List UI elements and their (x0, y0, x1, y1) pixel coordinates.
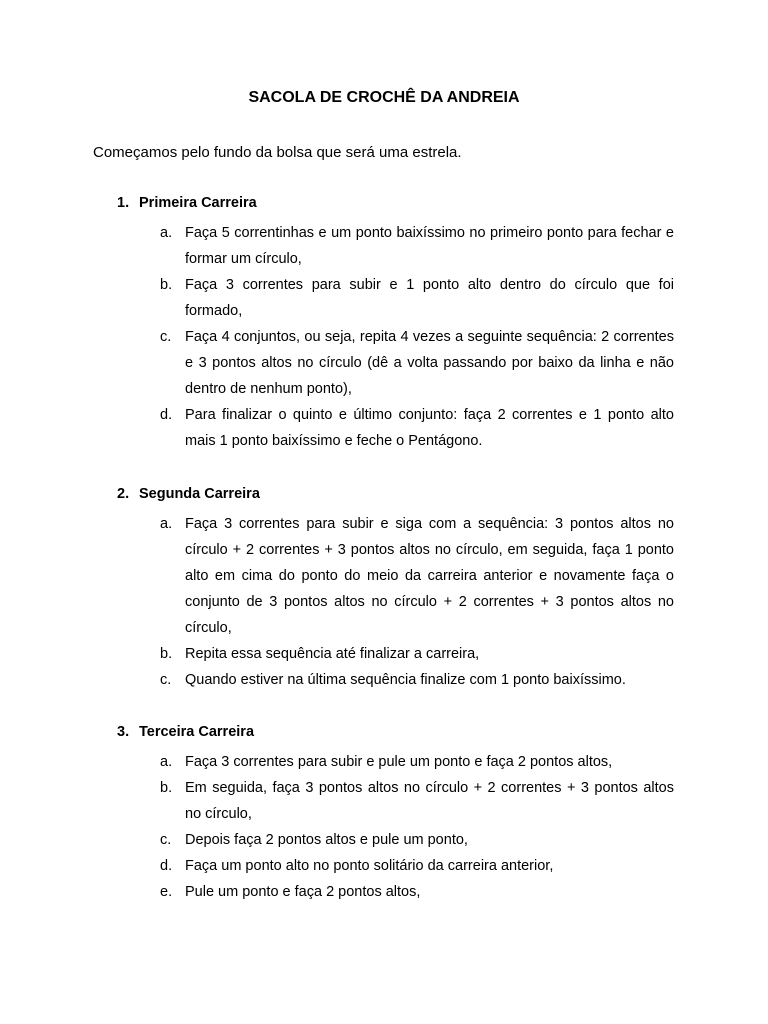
section-title: Terceira Carreira (139, 724, 255, 740)
item-text: Para finalizar o quinto e último conjunto: faça 2 correntes e 1 ponto alto mais 1 ponto baixíssimo e feche o Pentágono. (185, 407, 674, 449)
list-item (160, 667, 674, 693)
item-text: Pule um ponto e faça 2 pontos altos, (185, 884, 421, 900)
list-item (160, 641, 674, 667)
item-text: Depois faça 2 pontos altos e pule um ponto, (185, 832, 468, 848)
item-letter: d. (160, 858, 173, 874)
list-item (160, 272, 674, 324)
item-letter: b. (160, 646, 173, 662)
section-heading (117, 193, 257, 213)
section-heading (117, 722, 254, 742)
item-letter: a. (160, 516, 173, 532)
list-item (160, 749, 674, 775)
item-letter: e. (160, 884, 173, 900)
section-items (160, 511, 674, 693)
list-item (160, 220, 674, 272)
list-item (160, 402, 674, 454)
item-text: Faça 4 conjuntos, ou seja, repita 4 vezes a seguinte sequência: 2 correntes e 3 pontos altos no círculo (dê a volta passando por baixo da linha e não dentro de nenhum ponto), (185, 329, 674, 397)
list-item (160, 853, 674, 879)
item-letter: d. (160, 407, 173, 423)
section-items (160, 220, 674, 454)
item-letter: c. (160, 329, 172, 345)
item-text: Faça 3 correntes para subir e pule um ponto e faça 2 pontos altos, (185, 754, 613, 770)
document-title: SACOLA DE CROCHÊ DA ANDREIA (248, 89, 520, 106)
item-text: Faça um ponto alto no ponto solitário da carreira anterior, (185, 858, 554, 874)
list-item (160, 511, 674, 641)
section-number: 2. (117, 486, 130, 502)
item-letter: b. (160, 277, 173, 293)
item-text: Faça 5 correntinhas e um ponto baixíssimo no primeiro ponto para fechar e formar um círculo, (185, 225, 674, 267)
intro-paragraph: Começamos pelo fundo da bolsa que será uma estrela. (93, 144, 462, 161)
item-text: Faça 3 correntes para subir e siga com a sequência: 3 pontos altos no círculo + 2 correntes + 3 pontos altos no círculo, em seguida, faça 1 ponto alto em cima do ponto do meio da carreira anterior e novamente faça o conjunto de 3 pontos altos no círculo + 2 correntes + 3 pontos altos no círculo, (185, 516, 674, 636)
section-title: Segunda Carreira (139, 486, 260, 502)
item-letter: b. (160, 780, 173, 796)
list-item (160, 879, 674, 905)
list-item (160, 324, 674, 402)
list-item (160, 827, 674, 853)
item-letter: c. (160, 832, 172, 848)
item-letter: a. (160, 754, 173, 770)
item-text: Repita essa sequência até finalizar a carreira, (185, 646, 480, 662)
item-letter: c. (160, 672, 172, 688)
section-heading (117, 484, 260, 504)
section-number: 1. (117, 195, 130, 211)
section-items (160, 749, 674, 905)
item-text: Quando estiver na última sequência finalize com 1 ponto baixíssimo. (185, 672, 626, 688)
section-title: Primeira Carreira (139, 195, 257, 211)
item-letter: a. (160, 225, 173, 241)
section-number: 3. (117, 724, 130, 740)
item-text: Faça 3 correntes para subir e 1 ponto alto dentro do círculo que foi formado, (185, 277, 674, 319)
list-item (160, 775, 674, 827)
item-text: Em seguida, faça 3 pontos altos no círculo + 2 correntes + 3 pontos altos no círculo, (185, 780, 674, 822)
